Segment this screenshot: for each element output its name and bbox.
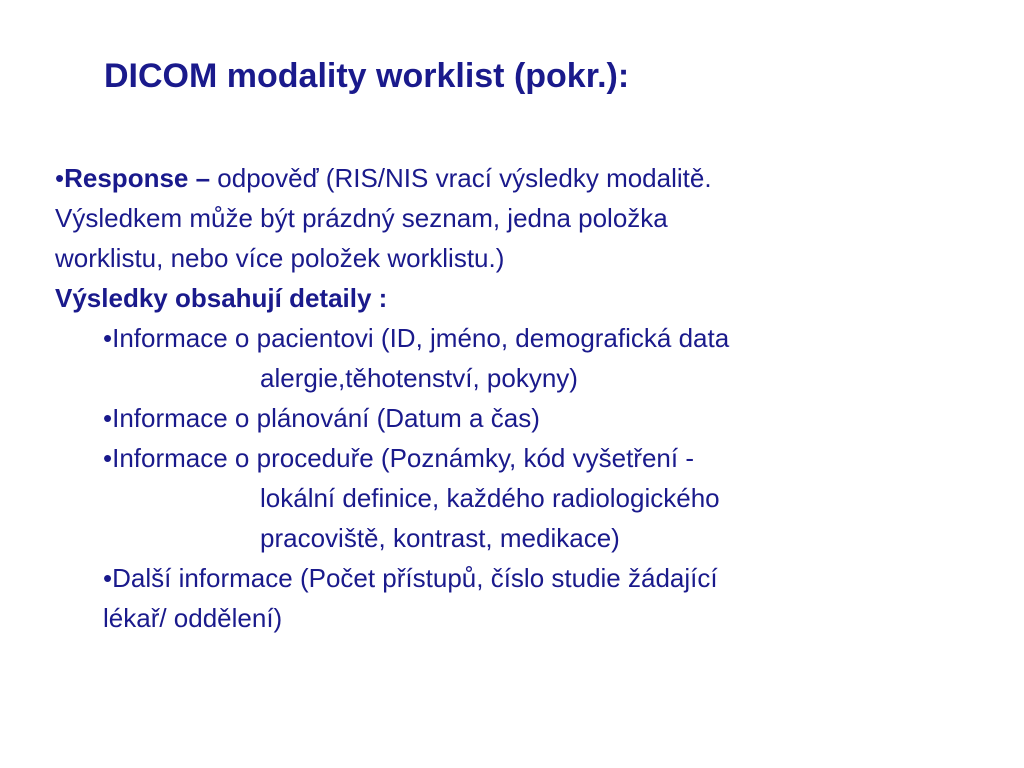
item-procedure-info: •Informace o proceduře (Poznámky, kód vyšetření - — [103, 443, 694, 473]
response-line-2: Výsledkem může být prázdný seznam, jedna položka — [55, 203, 668, 233]
item-patient-info-cont: alergie,těhotenství, pokyny) — [260, 363, 578, 393]
item-other-info: •Další informace (Počet přístupů, číslo studie žádající — [103, 563, 718, 593]
slide-title: DICOM modality worklist (pokr.): — [104, 57, 630, 95]
response-line-1 — [55, 158, 995, 198]
response-label: Response – — [64, 163, 211, 193]
slide-body — [55, 158, 995, 638]
item-other-info-wrap: lékař/ oddělení) — [103, 603, 283, 633]
response-line-3: worklistu, nebo více položek worklistu.) — [55, 243, 505, 273]
item-procedure-info-cont-1: lokální definice, každého radiologického — [260, 483, 720, 513]
response-bullet: • — [55, 163, 65, 193]
item-planning-info: •Informace o plánování (Datum a čas) — [103, 403, 540, 433]
item-procedure-info-cont-2: pracoviště, kontrast, medikace) — [260, 523, 620, 553]
item-patient-info: •Informace o pacientovi (ID, jméno, demografická data — [103, 323, 730, 353]
details-heading: Výsledky obsahují detaily : — [55, 283, 388, 313]
response-text: odpověď (RIS/NIS vrací výsledky modalitě. — [210, 163, 712, 193]
